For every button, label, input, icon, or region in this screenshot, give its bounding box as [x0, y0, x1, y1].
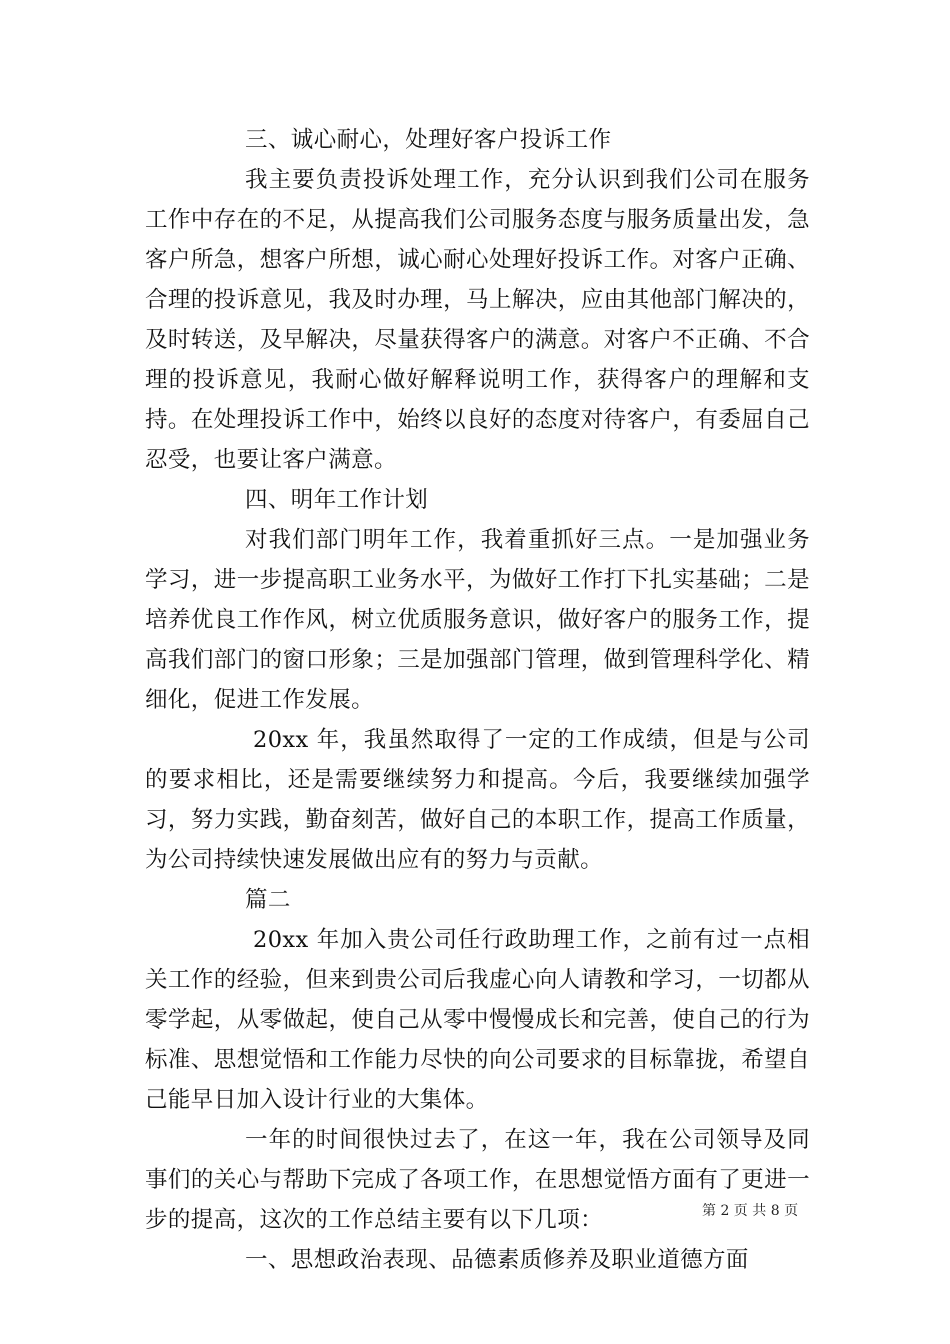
page-number-footer: 第 2 页 共 8 页 [702, 1203, 799, 1219]
body-paragraph: 20xx 年加入贵公司任行政助理工作，之前有过一点相关工作的经验，但来到贵公司后我虚心向人请教和学习，一切都从零学起，从零做起，使自己从零中慢慢成长和完善，使自己的行为标准、思想觉悟和工作能力尽快的向公司要求的目标靠拢，希望自己能早日加入设计行业的大集体。 [145, 927, 810, 1113]
body-paragraph: 一年的时间很快过去了，在这一年，我在公司领导及同事们的关心与帮助下完成了各项工作，在思想觉悟方面有了更进一步的提高，这次的工作总结主要有以下几项： [145, 1127, 810, 1233]
document-body [145, 120, 810, 1280]
section-heading: 四、明年工作计划 [245, 487, 429, 513]
section-heading: 一、思想政治表现、品德素质修养及职业道德方面 [245, 1247, 749, 1273]
section-heading: 篇二 [245, 887, 291, 913]
body-paragraph: 对我们部门明年工作，我着重抓好三点。一是加强业务学习，进一步提高职工业务水平，为做好工作打下扎实基础；二是培养优良工作作风，树立优质服务意识，做好客户的服务工作，提高我们部门的窗口形象；三是加强部门管理，做到管理科学化、精细化，促进工作发展。 [145, 527, 810, 713]
body-paragraph: 我主要负责投诉处理工作，充分认识到我们公司在服务工作中存在的不足，从提高我们公司服务态度与服务质量出发，急客户所急，想客户所想，诚心耐心处理好投诉工作。对客户正确、合理的投诉意见，我及时办理，马上解决，应由其他部门解决的，及时转送，及早解决，尽量获得客户的满意。对客户不正确、不合理的投诉意见，我耐心做好解释说明工作，获得客户的理解和支持。在处理投诉工作中，始终以良好的态度对待客户，有委屈自己忍受，也要让客户满意。 [145, 167, 810, 473]
body-paragraph: 20xx 年，我虽然取得了一定的工作成绩，但是与公司的要求相比，还是需要继续努力和提高。今后，我要继续加强学习，努力实践，勤奋刻苦，做好自己的本职工作，提高工作质量，为公司持续快速发展做出应有的努力与贡献。 [145, 727, 810, 873]
section-heading: 三、诚心耐心，处理好客户投诉工作 [245, 127, 612, 153]
